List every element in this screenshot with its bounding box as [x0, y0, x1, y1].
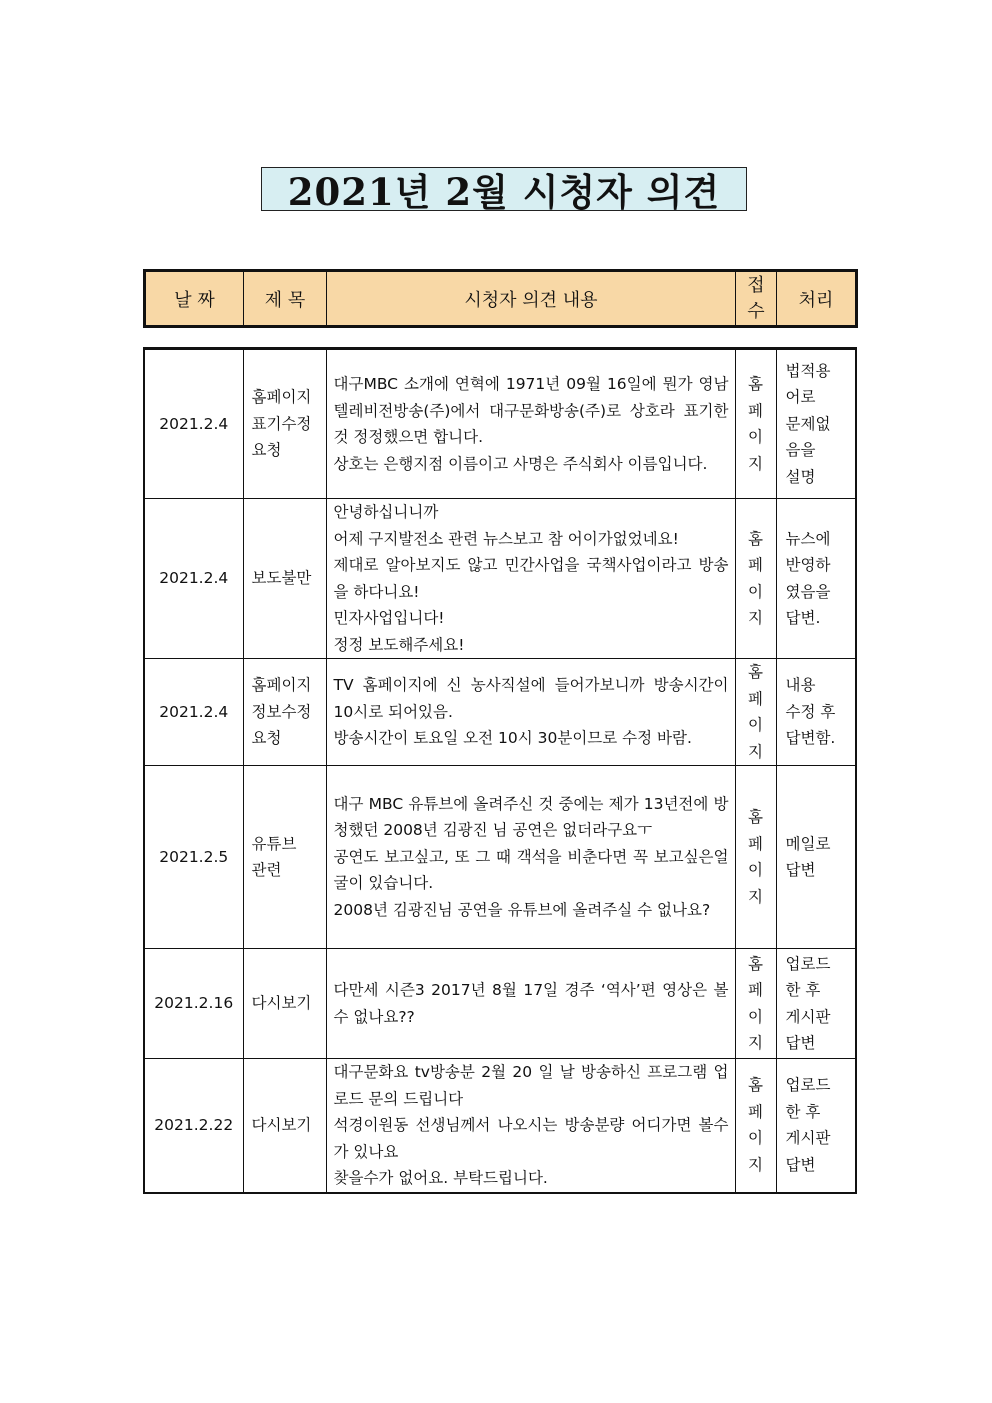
content-paragraph: 민자사업입니다! [333, 609, 445, 627]
cell-received [735, 1059, 776, 1193]
result-line: 뉴스에 [785, 529, 831, 548]
received-char: 지 [748, 1034, 763, 1052]
title-line: 정보수정 [251, 702, 312, 721]
content-paragraph: TV 홈페이지에 신 농사직설에 들어가보니까 방송시간이 10시로 되어있음. [333, 676, 729, 721]
result-line: 한 후 [785, 1102, 821, 1121]
table-row [144, 499, 856, 659]
received-char: 이 [748, 861, 763, 879]
cell-title [243, 349, 326, 499]
title-line: 홈페이지 [251, 388, 312, 407]
title-line: 관련 [251, 861, 282, 879]
received-char: 홈 [748, 529, 763, 548]
header-date: 날 짜 [145, 271, 244, 327]
content-paragraph: 정정 보도해주세요! [333, 635, 465, 654]
content-paragraph: 상호는 은행지점 이름이고 사명은 주식회사 이름입니다. [333, 454, 708, 473]
received-char: 지 [748, 454, 763, 473]
header-received-line2: 수 [747, 300, 765, 322]
received-char: 페 [748, 834, 763, 853]
result-line: 업로드 [785, 954, 831, 973]
received-char: 지 [748, 609, 763, 627]
result-line: 게시판 [785, 1129, 831, 1148]
content-paragraph: 찾을수가 없어요. 부탁드립니다. [333, 1169, 548, 1187]
content-paragraph: 방송시간이 토요일 오전 10시 30분이므로 수정 바람. [333, 729, 692, 748]
received-char: 홈 [748, 375, 763, 393]
cell-result [776, 349, 856, 499]
cell-title [243, 766, 326, 949]
received-char: 홈 [748, 1076, 763, 1095]
cell-content [326, 949, 735, 1059]
header-content: 시청자 의견 내용 [327, 271, 736, 327]
result-line: 메일로 [785, 834, 831, 853]
header-title: 제 목 [244, 271, 327, 327]
result-line: 한 후 [785, 981, 821, 999]
cell-result [776, 766, 856, 949]
cell-date: 2021.2.4 [144, 659, 243, 766]
result-line: 법적용 [785, 361, 831, 380]
cell-received [735, 659, 776, 766]
result-line: 답변 [785, 861, 816, 879]
received-char: 페 [748, 556, 763, 574]
cell-date: 2021.2.5 [144, 766, 243, 949]
received-char: 페 [748, 689, 763, 708]
cell-date: 2021.2.16 [144, 949, 243, 1059]
received-char: 지 [748, 1155, 763, 1174]
content-paragraph: 대구MBC 소개에 연혁에 1971년 09월 16일에 뭔가 영남텔레비전방송(주)에서 대구문화방송(주)로 상호라 표기한 것 정정했으면 합니다. [333, 375, 729, 446]
cell-received [735, 499, 776, 659]
cell-result [776, 949, 856, 1059]
opinion-table [143, 347, 857, 1194]
table-row [144, 349, 856, 499]
title-line: 표기수정 [251, 414, 312, 433]
result-line: 설명 [785, 467, 816, 486]
received-char: 홈 [748, 954, 763, 973]
cell-content [326, 766, 735, 949]
title-line: 다시보기 [251, 1116, 312, 1134]
result-line: 업로드 [785, 1076, 831, 1095]
title-line: 홈페이지 [251, 676, 312, 695]
received-char: 지 [748, 887, 763, 906]
content-paragraph: 어제 구지발전소 관련 뉴스보고 참 어이가없었네요! [333, 529, 679, 548]
cell-title [243, 499, 326, 659]
received-char: 홈 [748, 808, 763, 826]
cell-content [326, 659, 735, 766]
title-line: 요청 [251, 729, 282, 748]
content-paragraph: 2008년 김광진님 공연을 유튜브에 올려주실 수 없나요? [333, 900, 711, 919]
table-row [144, 949, 856, 1059]
result-line: 문제없 [785, 414, 831, 433]
title-line: 다시보기 [251, 994, 312, 1013]
result-line: 음을 [785, 441, 816, 460]
result-line: 답변 [785, 1155, 816, 1174]
cell-result [776, 1059, 856, 1193]
cell-date: 2021.2.4 [144, 349, 243, 499]
cell-title [243, 949, 326, 1059]
cell-content [326, 349, 735, 499]
received-char: 페 [748, 1102, 763, 1121]
header-result: 처리 [777, 271, 857, 327]
content-paragraph: 다만세 시즌3 2017년 8월 17일 경주 ‘역사’편 영상은 볼 수 없나요?? [333, 981, 729, 1026]
content-paragraph: 석경이원동 선생님께서 나오시는 방송분량 어디가면 볼수 가 있나요 [333, 1116, 729, 1161]
cell-received [735, 349, 776, 499]
header-received-line1: 접 [747, 274, 765, 296]
content-paragraph: 공연도 보고싶고, 또 그 때 객석을 비춘다면 꼭 보고싶은얼굴이 있습니다. [333, 847, 729, 893]
received-char: 지 [748, 742, 763, 761]
result-line: 내용 [785, 676, 816, 695]
received-char: 이 [748, 1007, 763, 1026]
table-row [144, 766, 856, 949]
received-char: 이 [748, 716, 763, 734]
received-char: 페 [748, 401, 763, 420]
result-line: 어로 [785, 388, 816, 407]
result-line: 수정 후 [785, 702, 836, 721]
title-line: 유튜브 [251, 834, 297, 853]
cell-date: 2021.2.4 [144, 499, 243, 659]
received-char: 이 [748, 428, 763, 446]
title-line: 보도불만 [251, 569, 312, 588]
title-line: 요청 [251, 441, 282, 460]
cell-result [776, 499, 856, 659]
page-title: 2021년 2월 시청자 의견 [261, 167, 747, 211]
received-char: 이 [748, 1129, 763, 1148]
header-received [736, 271, 777, 327]
content-paragraph: 제대로 알아보지도 않고 민간사업을 국책사업이라고 방송을 하다니요! [333, 556, 729, 601]
table-header [143, 269, 858, 328]
cell-title [243, 1059, 326, 1193]
cell-title [243, 659, 326, 766]
cell-received [735, 949, 776, 1059]
result-line: 반영하 [785, 556, 831, 574]
content-paragraph: 안녕하십니니까 [333, 503, 439, 521]
result-line: 답변함. [785, 729, 836, 748]
cell-content [326, 499, 735, 659]
table-row [144, 1059, 856, 1193]
content-paragraph: 대구 MBC 유튜브에 올려주신 것 중에는 제가 13년전에 방청했던 2008년 김광진 님 공연은 없더라구요ㅜ [333, 794, 729, 840]
cell-content [326, 1059, 735, 1193]
received-char: 홈 [748, 663, 763, 681]
result-line: 게시판 [785, 1007, 831, 1026]
received-char: 페 [748, 981, 763, 999]
result-line: 였음을 [785, 582, 831, 601]
cell-date: 2021.2.22 [144, 1059, 243, 1193]
received-char: 이 [748, 582, 763, 601]
cell-result [776, 659, 856, 766]
result-line: 답변 [785, 1034, 816, 1052]
content-paragraph: 대구문화요 tv방송분 2월 20 일 날 방송하신 프로그램 업로드 문의 드립니다 [333, 1063, 729, 1108]
result-line: 답변. [785, 609, 821, 627]
cell-received [735, 766, 776, 949]
table-row [144, 659, 856, 766]
